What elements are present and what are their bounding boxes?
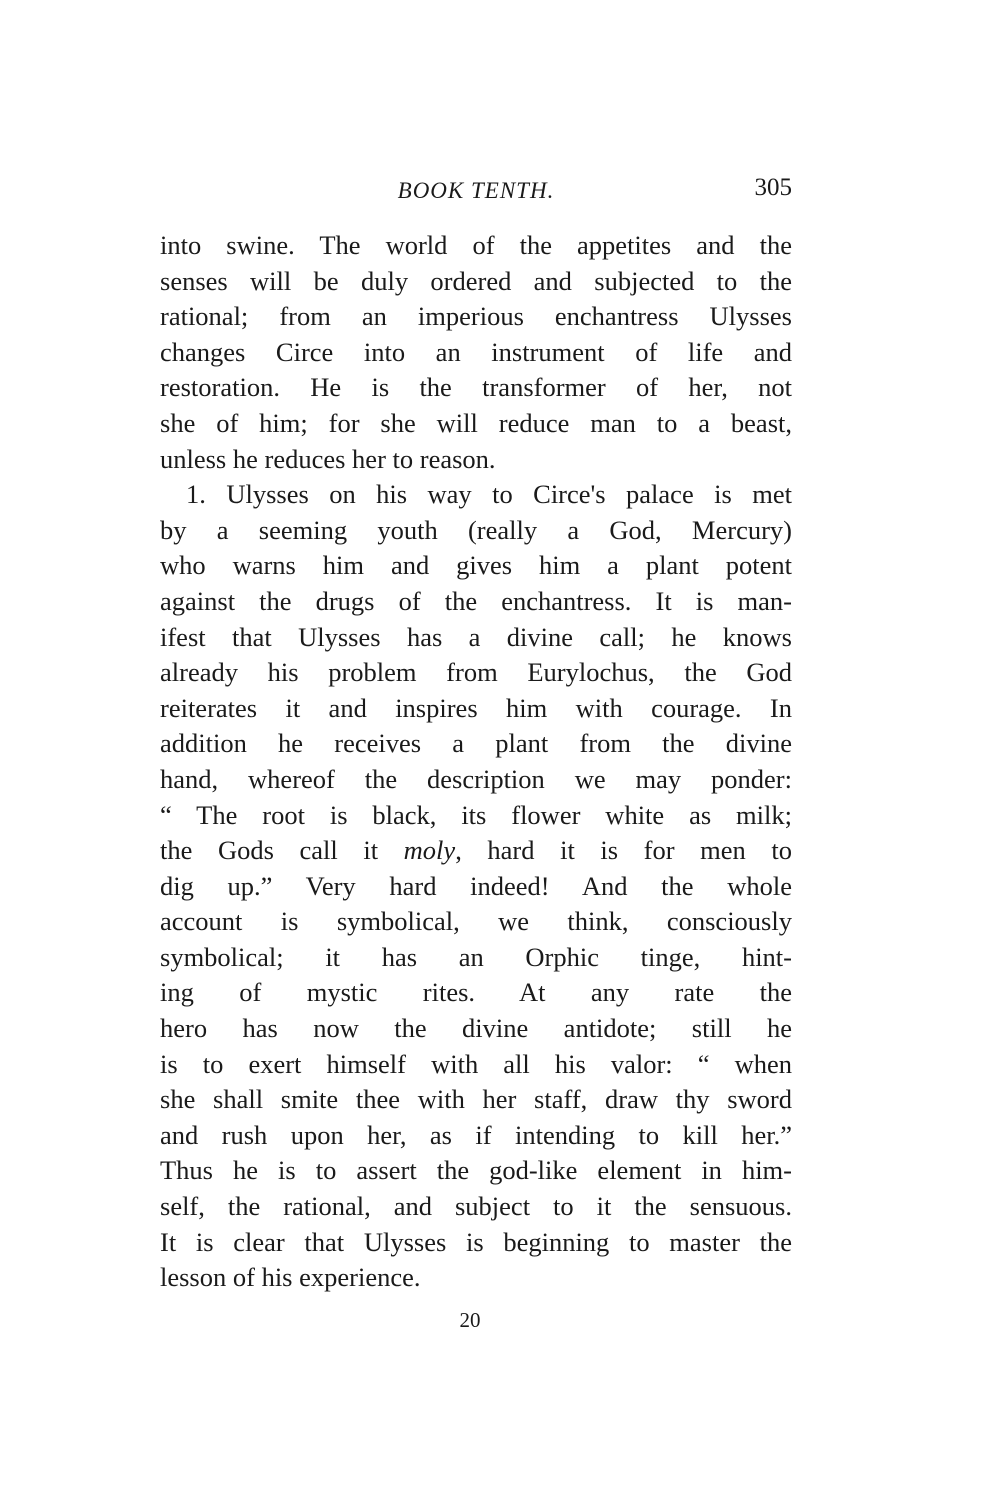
text-line: already his problem from Eurylochus, the God xyxy=(160,657,792,688)
text-line: is to exert himself with all his valor: “ when xyxy=(160,1048,792,1079)
text-line: she shall smite thee with her staff, draw thy sword xyxy=(160,1084,792,1115)
text-line: hand, whereof the description we may ponder: xyxy=(160,763,792,794)
italic-word-moly: moly xyxy=(403,835,456,866)
text-line: ing of mystic rites. At any rate the xyxy=(160,977,792,1008)
text-line: account is symbolical, we think, consciously xyxy=(160,906,792,937)
text-line: rational; from an imperious enchantress Ulysses xyxy=(160,301,792,332)
signature-mark: 20 xyxy=(459,1308,481,1332)
text-line: senses will be duly ordered and subjected to the xyxy=(160,265,792,296)
text-line: by a seeming youth (really a God, Mercury) xyxy=(160,514,792,545)
text-line-paragraph-end: unless he reduces her to reason. xyxy=(160,443,496,474)
body-text xyxy=(160,228,792,1296)
text-line: self, the rational, and subject to it the sensuous. xyxy=(160,1191,792,1222)
text-line: who warns him and gives him a plant potent xyxy=(160,550,792,581)
line-segment: the Gods call it xyxy=(160,835,404,866)
text-line: she of him; for she will reduce man to a beast, xyxy=(160,407,792,438)
text-line: It is clear that Ulysses is beginning to master the xyxy=(160,1226,792,1257)
text-line: Thus he is to assert the god-like element in him- xyxy=(160,1155,792,1186)
text-line: against the drugs of the enchantress. It is man- xyxy=(160,585,792,616)
text-line: dig up.” Very hard indeed! And the whole xyxy=(160,870,792,901)
text-line: “ The root is black, its flower white as milk; xyxy=(160,799,792,830)
running-head xyxy=(160,172,792,212)
running-title: BOOK TENTH. xyxy=(397,178,555,203)
text-line-paragraph-end: lesson of his experience. xyxy=(160,1262,421,1293)
text-line: reiterates it and inspires him with courage. In xyxy=(160,692,792,723)
text-line: hero has now the divine antidote; still he xyxy=(160,1013,792,1044)
text-line: changes Circe into an instrument of life and xyxy=(160,336,792,367)
text-line: restoration. He is the transformer of her, not xyxy=(160,372,792,403)
text-line: symbolical; it has an Orphic tinge, hint- xyxy=(160,941,792,972)
text-line: and rush upon her, as if intending to kill her.” xyxy=(160,1119,792,1150)
line-segment: , hard it is for men to xyxy=(455,835,792,866)
text-line: addition he receives a plant from the divine xyxy=(160,728,792,759)
text-line-with-italic xyxy=(160,833,792,869)
page-number: 305 xyxy=(754,174,792,201)
text-line: ifest that Ulysses has a divine call; he knows xyxy=(160,621,792,652)
text-line: into swine. The world of the appetites and the xyxy=(160,230,792,260)
text-line-paragraph-start: 1. Ulysses on his way to Circe's palace is met xyxy=(186,479,792,510)
